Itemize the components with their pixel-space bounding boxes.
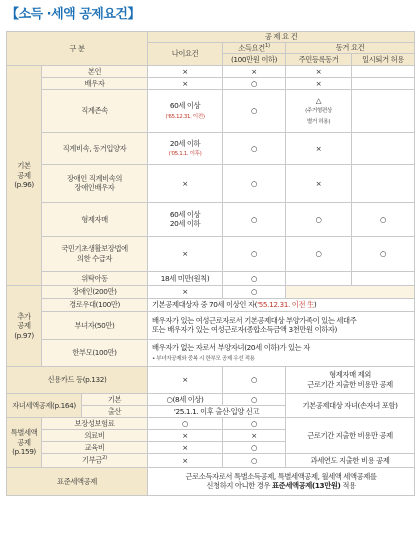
row-label: 형제자매 bbox=[42, 202, 148, 236]
header-income: 소득요건$^{1)}$ bbox=[223, 43, 286, 54]
cell-income: ○ bbox=[223, 285, 286, 298]
row-label: 한부모(100만) bbox=[42, 339, 148, 366]
cell-age: × bbox=[148, 429, 223, 441]
cell-age: 60세 이상 20세 이하 bbox=[148, 202, 223, 236]
row-label: 국민기초생활보장법에 의한 수급자 bbox=[42, 236, 148, 271]
cell-resident: × bbox=[286, 65, 352, 77]
table-row bbox=[7, 417, 415, 429]
row-label-standard-credit: 표준세액공제 bbox=[7, 467, 148, 495]
cell-age: 60세 이상 ('65.12.31. 이전) bbox=[148, 89, 223, 132]
cell-resident bbox=[286, 271, 352, 285]
header-gubun: 구 분 bbox=[7, 32, 148, 66]
cell-temp bbox=[352, 164, 415, 202]
cell-temp bbox=[352, 271, 415, 285]
cell-resident: △ (주거형편상 별거 허용) bbox=[286, 89, 352, 132]
header-cohabitation: 동거 요건 bbox=[286, 43, 415, 54]
category-additional: 추가 공제 (p.97) bbox=[7, 285, 42, 366]
cell-empty bbox=[286, 285, 415, 298]
cell-income: ○ bbox=[223, 453, 286, 467]
header-age: 나이요건 bbox=[148, 43, 223, 66]
header-temp-leave: 일시퇴거 허용 bbox=[352, 53, 415, 65]
cell-requirement: 배우자가 없는 자로서 부양자녀(20세 이하)가 있는 자 • 부녀자공제와 중복 시 한부모 공제 우선 적용 bbox=[148, 339, 415, 366]
cell-income: ○ bbox=[223, 164, 286, 202]
cell-income: ○ bbox=[223, 77, 286, 89]
cell-age: ○(8세 이상) bbox=[148, 393, 223, 405]
cell-income: ○ bbox=[223, 441, 286, 453]
header-requirements: 공 제 요 건 bbox=[148, 32, 415, 43]
cell-resident: × bbox=[286, 77, 352, 89]
cell-resident: × bbox=[286, 132, 352, 164]
table-row bbox=[7, 202, 415, 236]
cell-age: × bbox=[148, 453, 223, 467]
cell-income: ○ bbox=[223, 236, 286, 271]
table-row bbox=[7, 467, 415, 495]
cell-age: × bbox=[148, 236, 223, 271]
cell-age: × bbox=[148, 441, 223, 453]
cell-requirement: 기본공제대상자 중 70세 이상인 자('55.12.31. 이전 生) bbox=[148, 298, 415, 311]
row-label: 부녀자(50만) bbox=[42, 311, 148, 339]
cell-age: × bbox=[148, 285, 223, 298]
table-row bbox=[7, 89, 415, 132]
header-resident: 주민등록동거 bbox=[286, 53, 352, 65]
cell-income: ○ bbox=[223, 417, 286, 429]
row-label: 장애인(200만) bbox=[42, 285, 148, 298]
cell-requirement: 형제자매 제외 근로기간 지출한 비용만 공제 bbox=[286, 366, 415, 393]
cell-resident: × bbox=[286, 164, 352, 202]
cell-age: × bbox=[148, 164, 223, 202]
table-row bbox=[7, 271, 415, 285]
cell-age: × bbox=[148, 77, 223, 89]
row-label: 직계비속, 동거입양자 bbox=[42, 132, 148, 164]
row-label-credit-card: 신용카드 등(p.132) bbox=[7, 366, 148, 393]
cell-age: ○ bbox=[148, 417, 223, 429]
cell-income: ○ bbox=[223, 393, 286, 405]
table-row bbox=[7, 285, 415, 298]
category-basic: 기본 공제 (p.96) bbox=[7, 65, 42, 285]
cell-resident: ○ bbox=[286, 202, 352, 236]
table-row bbox=[7, 453, 415, 467]
cell-age: 18세 미만(원칙) bbox=[148, 271, 223, 285]
page-title: 【소득 ·세액 공제요건】 bbox=[6, 7, 140, 22]
deduction-requirements-table-wrap bbox=[6, 31, 414, 496]
category-special: 특별세액 공제 (p.159) bbox=[7, 417, 42, 467]
table-row bbox=[7, 132, 415, 164]
row-sublabel: 기본 bbox=[82, 393, 148, 405]
cell-temp: ○ bbox=[352, 202, 415, 236]
row-label: 보장성보험료 bbox=[42, 417, 148, 429]
row-sublabel: 출산 bbox=[82, 405, 148, 417]
cell-income: ○ bbox=[223, 271, 286, 285]
cell-age: × bbox=[148, 366, 223, 393]
row-label: 위탁아동 bbox=[42, 271, 148, 285]
cell-temp bbox=[352, 132, 415, 164]
cell-requirement: 근로소득자로서 특별소득공제, 특별세액공제, 월세액 세액공제를 신청하지 아니한 경우 표준세액공제(13만원) 적용 bbox=[148, 467, 415, 495]
cell-temp bbox=[352, 65, 415, 77]
table-row bbox=[7, 236, 415, 271]
cell-temp bbox=[352, 77, 415, 89]
cell-resident: ○ bbox=[286, 236, 352, 271]
table-row bbox=[7, 366, 415, 393]
cell-income: ○ bbox=[223, 366, 286, 393]
deduction-requirements-table bbox=[6, 31, 415, 496]
cell-requirement: 배우자가 있는 여성근로자로서 기본공제대상 부양가족이 있는 세대주 또는 배우자가 있는 여성근로자(종합소득금액 3천만원 이하자) bbox=[148, 311, 415, 339]
row-label: 의료비 bbox=[42, 429, 148, 441]
table-row bbox=[7, 339, 415, 366]
cell-age: 20세 이하 ('05.1.1. 이후) bbox=[148, 132, 223, 164]
table-row bbox=[7, 393, 415, 405]
cell-income: ○ bbox=[223, 132, 286, 164]
row-label: 기부금$^{2)}$ bbox=[42, 453, 148, 467]
table-row bbox=[7, 65, 415, 77]
row-label: 본인 bbox=[42, 65, 148, 77]
row-label-child-credit: 자녀세액공제(p.164) bbox=[7, 393, 82, 417]
cell-income: ○ bbox=[223, 89, 286, 132]
header-income-limit: (100만원 이하) bbox=[223, 53, 286, 65]
table-row bbox=[7, 77, 415, 89]
cell-requirement: 과세연도 지출한 비용 공제 bbox=[286, 453, 415, 467]
table-row bbox=[7, 164, 415, 202]
cell-temp bbox=[352, 89, 415, 132]
table-row bbox=[7, 298, 415, 311]
cell-income: ○ bbox=[223, 202, 286, 236]
row-label: 배우자 bbox=[42, 77, 148, 89]
cell-temp: ○ bbox=[352, 236, 415, 271]
cell-requirement: 근로기간 지출한 비용만 공제 bbox=[286, 417, 415, 453]
cell-requirement: 기본공제대상 자녀(손자녀 포함) bbox=[286, 393, 415, 417]
row-label: 장애인 직계비속의 장애인배우자 bbox=[42, 164, 148, 202]
cell-income: × bbox=[223, 65, 286, 77]
table-row bbox=[7, 311, 415, 339]
cell-age: × bbox=[148, 65, 223, 77]
cell-income: × bbox=[223, 429, 286, 441]
row-label: 교육비 bbox=[42, 441, 148, 453]
row-label: 경로우대(100만) bbox=[42, 298, 148, 311]
row-label: 직계존속 bbox=[42, 89, 148, 132]
cell-birth-condition: '25.1.1. 이후 출산·입양 신고 bbox=[148, 405, 286, 417]
